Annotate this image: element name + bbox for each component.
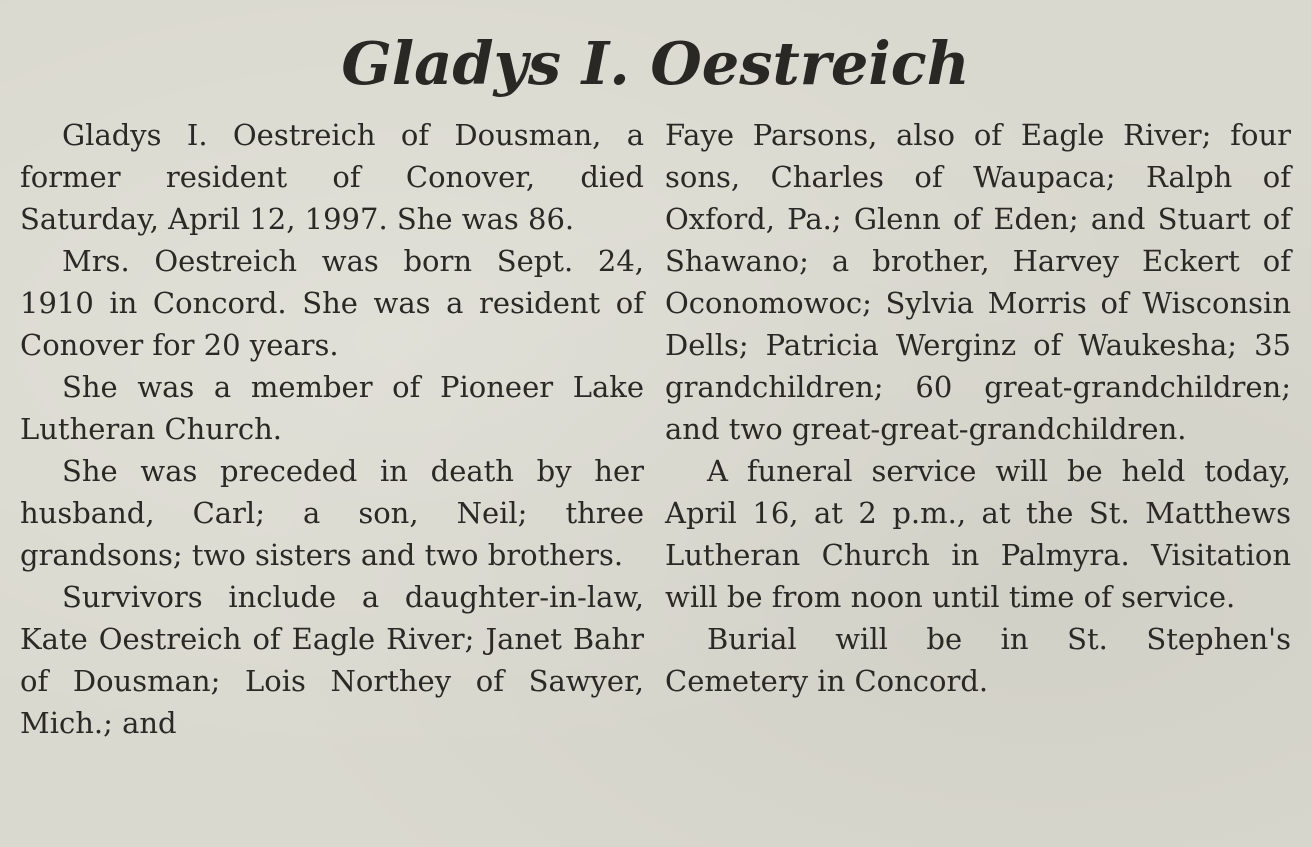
paragraph-survivors-continued: Faye Parsons, also of Eagle River; four sons, Charles of Waupaca; Ralph of Oxford, Pa.; Glenn of Eden; and Stuart of Shawano; a brother, Harvey Eckert of Oconomowoc; Sylvia Morris of Wisconsin Dells; Patricia Werginz of Waukesha; 35 grandchildren; 60 great-grandchildren; and two great-great-grandchildren.	[665, 118, 1291, 446]
paragraph-burial: Burial will be in St. Stephen's Cemetery in Concord.	[665, 622, 1291, 698]
paragraph-death-notice: Gladys I. Oestreich of Dousman, a former resident of Conover, died Saturday, April 12, 1997. She was 86.	[20, 118, 644, 236]
paragraph-church-membership: She was a member of Pioneer Lake Lutheran Church.	[20, 370, 644, 446]
obituary-title: Gladys I. Oestreich	[341, 29, 970, 98]
paragraph-funeral-service: A funeral service will be held today, April 16, at 2 p.m., at the St. Matthews Lutheran Church in Palmyra. Visitation will be from noon until time of service.	[665, 454, 1291, 614]
right-column	[665, 114, 1291, 702]
left-column	[20, 114, 644, 744]
paragraph-preceded-in-death: She was preceded in death by her husband, Carl; a son, Neil; three grandsons; two sisters and two brothers.	[20, 454, 644, 572]
paragraph-survivors-start: Survivors include a daughter-in-law, Kate Oestreich of Eagle River; Janet Bahr of Dousman; Lois Northey of Sawyer, Mich.; and	[20, 580, 644, 740]
paragraph-birth: Mrs. Oestreich was born Sept. 24, 1910 in Concord. She was a resident of Conover for 20 years.	[20, 244, 644, 362]
